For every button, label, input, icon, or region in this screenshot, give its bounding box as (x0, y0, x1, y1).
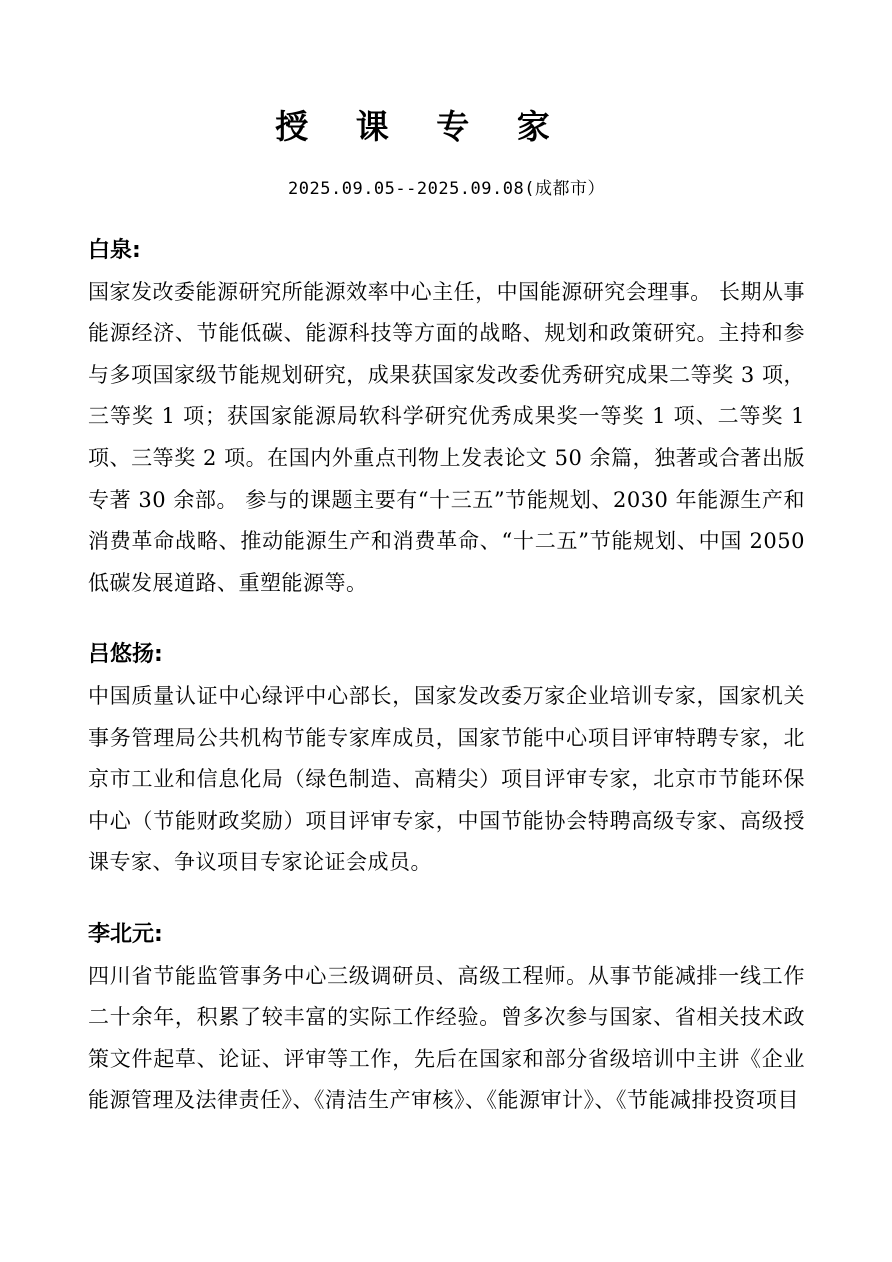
expert-bio: 国家发改委能源研究所能源效率中心主任，中国能源研究会理事。 长期从事能源经济、节能低碳、能源科技等方面的战略、规划和政策研究。主持和参与多项国家级节能规划研究，成果获国家发改委优秀研究成果二等奖 3 项，三等奖 1 项；获国家能源局软科学研究优秀成果奖一等奖 1 项、二等奖 1 项、三等奖 2 项。在国内外重点刊物上发表论文 50 余篇，独著或合著出版专著 30 余部。 参与的课题主要有“十三五”节能规划、2030 年能源生产和消费革命战略、推动能源生产和消费革命、“十二五”节能规划、中国 2050 低碳发展道路、重塑能源等。 (88, 279, 805, 595)
expert-name: 白泉: (88, 238, 141, 263)
expert-section-libeiyuan (88, 914, 805, 1122)
expert-name: 李北元: (88, 921, 163, 947)
expert-name: 吕悠扬: (88, 642, 163, 668)
expert-bio: 四川省节能监管事务中心三级调研员、高级工程师。从事节能减排一线工作二十余年，积累了较丰富的实际工作经验。曾多次参与国家、省相关技术政策文件起草、论证、评审等工作，先后在国家和部分省级培训中主讲《企业能源管理及法律责任》、《清洁生产审核》、《能源审计》、《节能减排投资项目 (88, 963, 805, 1113)
expert-section-baiquan (88, 230, 805, 604)
document-title: 授 课 专 家 (275, 107, 568, 146)
date-location-line: 2025.09.05--2025.09.08(成都市） (288, 179, 605, 199)
expert-bio: 中国质量认证中心绿评中心部长，国家发改委万家企业培训专家，国家机关事务管理局公共机构节能专家库成员，国家节能中心项目评审特聘专家，北京市工业和信息化局（绿色制造、高精尖）项目评审专家，北京市节能环保中心（节能财政奖励）项目评审专家，中国节能协会特聘高级专家、高级授课专家、争议项目专家论证会成员。 (88, 683, 805, 875)
expert-section-lvyouyang (88, 634, 805, 884)
